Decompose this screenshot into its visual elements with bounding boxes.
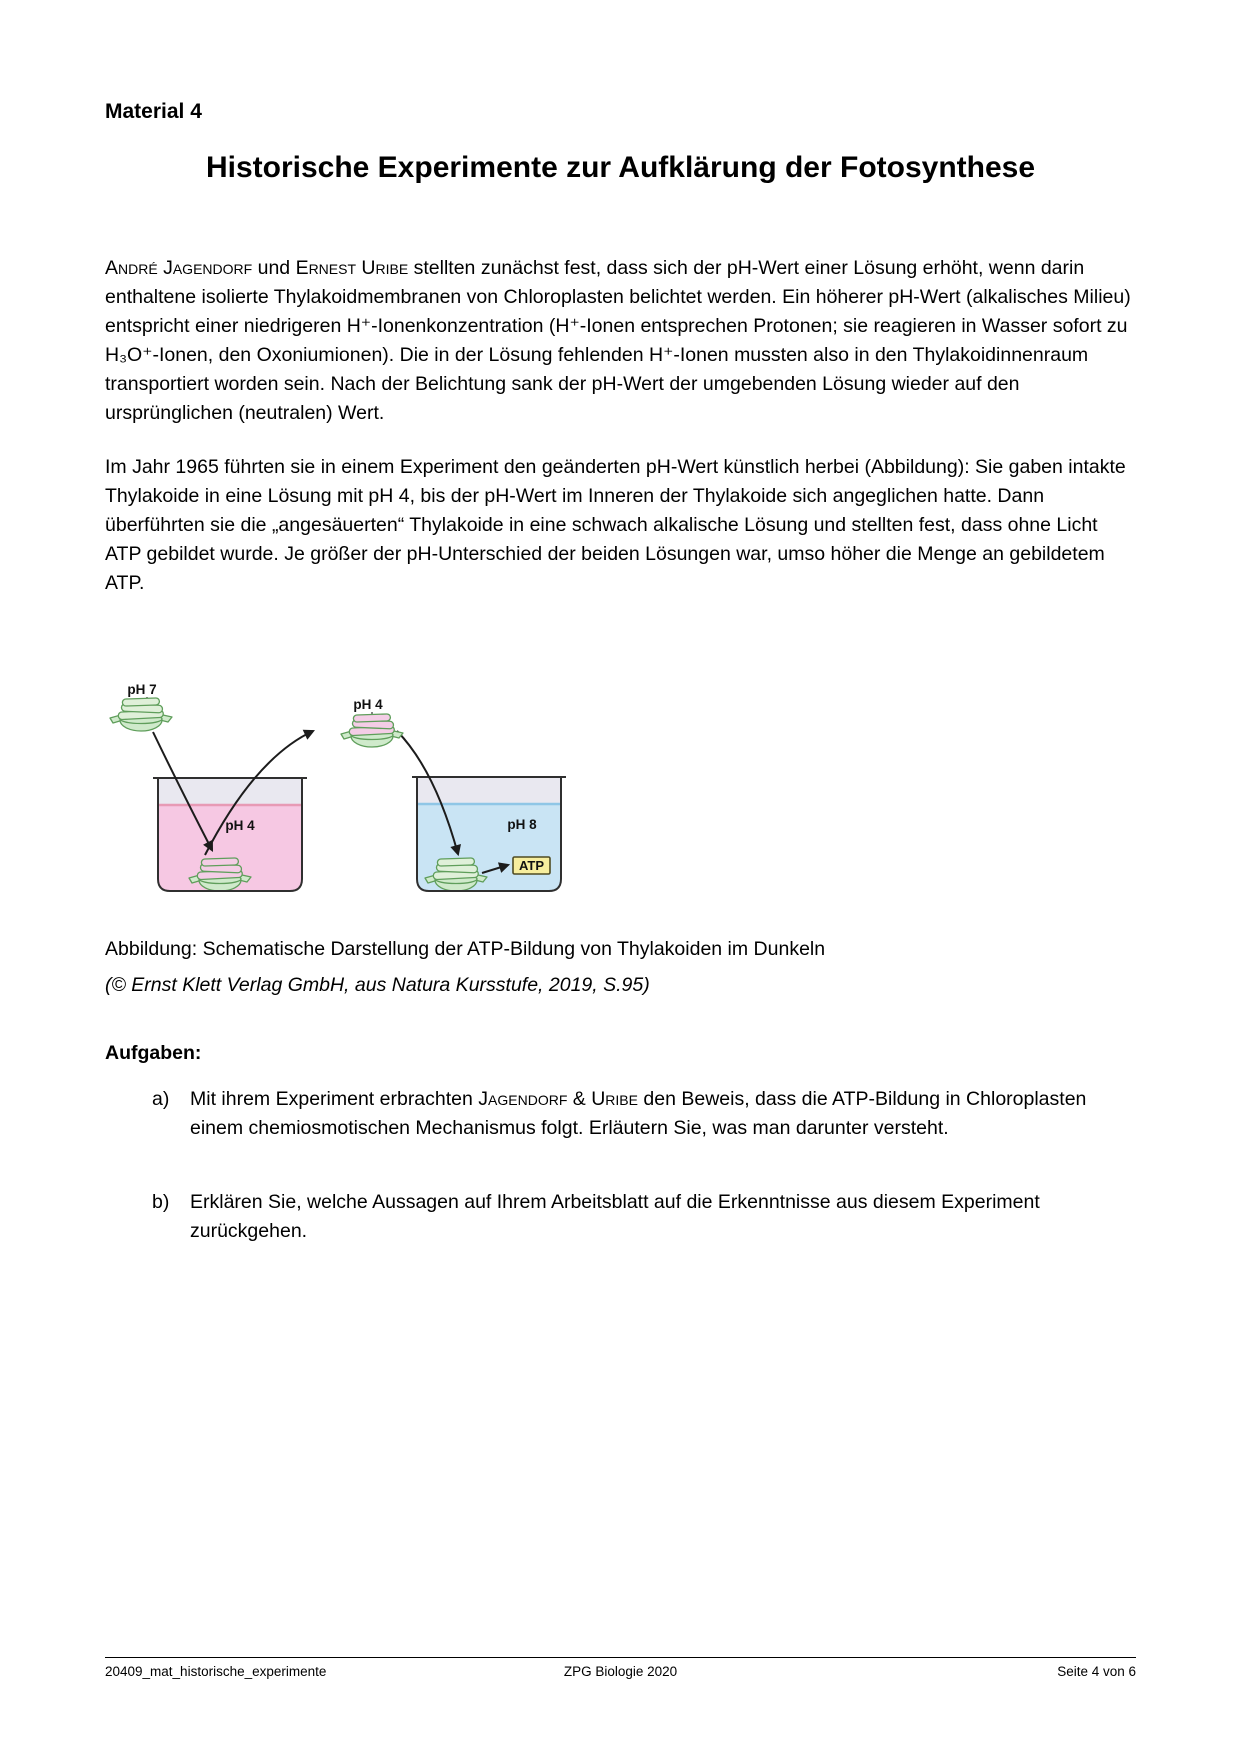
task-b xyxy=(152,1188,1137,1246)
experiment-paragraph: Im Jahr 1965 führten sie in einem Experiment den geänderten pH-Wert künstlich herbei (Abbildung): Sie gaben intakte Thylakoide in eine Lösung mit pH 4, bis der pH-Wert im Inneren der Thylakoide sich angeglichen hatte. Dann überführten sie die „angesäuerten“ Thylakoide in eine schwach alkalische Lösung und stellten fest, dass ohne Licht ATP gebildet wurde. Je größer der pH-Unterschied der beiden Lösungen war, umso höher die Menge an gebildetem ATP. xyxy=(105,455,1126,594)
stack-acidified-ph-label: pH 4 xyxy=(353,697,383,712)
figure-credit: (© Ernst Klett Verlag GmbH, aus Natura Kursstufe, 2019, S.95) xyxy=(105,973,650,996)
thylakoid-stack-neutral xyxy=(110,682,172,731)
footer-rule xyxy=(105,1657,1136,1658)
task-a-label: a) xyxy=(152,1088,170,1110)
figure-caption: Abbildung: Schematische Darstellung der ATP-Bildung von Thylakoiden im Dunkeln xyxy=(105,937,826,960)
beaker-alkaline-ph-label: pH 8 xyxy=(507,817,537,832)
intro-paragraph: André Jagendorf und Ernest Uribe stellten zunächst fest, dass sich der pH-Wert einer Lösung erhöht, wenn darin enthaltene isolierte Thylakoidmembranen von Chloroplasten belichtet werden. Ein höherer pH-Wert (alkalisches Milieu) entspricht einer niedrigeren H⁺-Ionenkonzentration (H⁺-Ionen entsprechen Protonen; sie reagieren in Wasser sofort zu H₃O⁺-Ionen, den Oxoniumionen). Die in der Lösung fehlenden H⁺-Ionen mussten also in den Thylakoidinnenraum transportiert worden sein. Nach der Belichtung sank der pH-Wert der umgebenden Lösung wieder auf den ursprünglichen (neutralen) Wert. xyxy=(105,256,1131,424)
thylakoid-stack-acidified xyxy=(341,697,403,747)
footer-source: ZPG Biologie 2020 xyxy=(563,1664,678,1679)
material-label: Material 4 xyxy=(105,100,202,123)
task-a-text: Mit ihrem Experiment erbrachten Jagendorf & Uribe den Beweis, dass die ATP-Bildung in Chloroplasten einem chemiosmotischen Mechanismus folgt. Erläutern Sie, was man darunter versteht. xyxy=(190,1088,1087,1139)
task-b-text: Erklären Sie, welche Aussagen auf Ihrem Arbeitsblatt auf die Erkenntnisse aus diesem Experiment zurückgehen. xyxy=(190,1191,1040,1242)
beaker-alkaline xyxy=(412,777,566,891)
footer-filename: 20409_mat_historische_experimente xyxy=(105,1664,327,1679)
experiment-figure xyxy=(105,673,580,908)
page-title: Historische Experimente zur Aufklärung der Fotosynthese xyxy=(205,151,1036,184)
task-b-label: b) xyxy=(152,1191,170,1213)
beaker-acid-ph-label: pH 4 xyxy=(225,818,255,833)
task-a xyxy=(152,1085,1137,1143)
stack-neutral-ph-label: pH 7 xyxy=(127,682,157,697)
footer xyxy=(105,1664,1136,1679)
atp-label: ATP xyxy=(518,858,545,873)
beaker-acid xyxy=(153,778,307,891)
footer-page-number: Seite 4 von 6 xyxy=(1057,1664,1136,1679)
beaker-acid-airspace xyxy=(158,779,302,805)
tasks-heading: Aufgaben: xyxy=(105,1042,202,1064)
beaker-alkaline-airspace xyxy=(417,778,561,804)
